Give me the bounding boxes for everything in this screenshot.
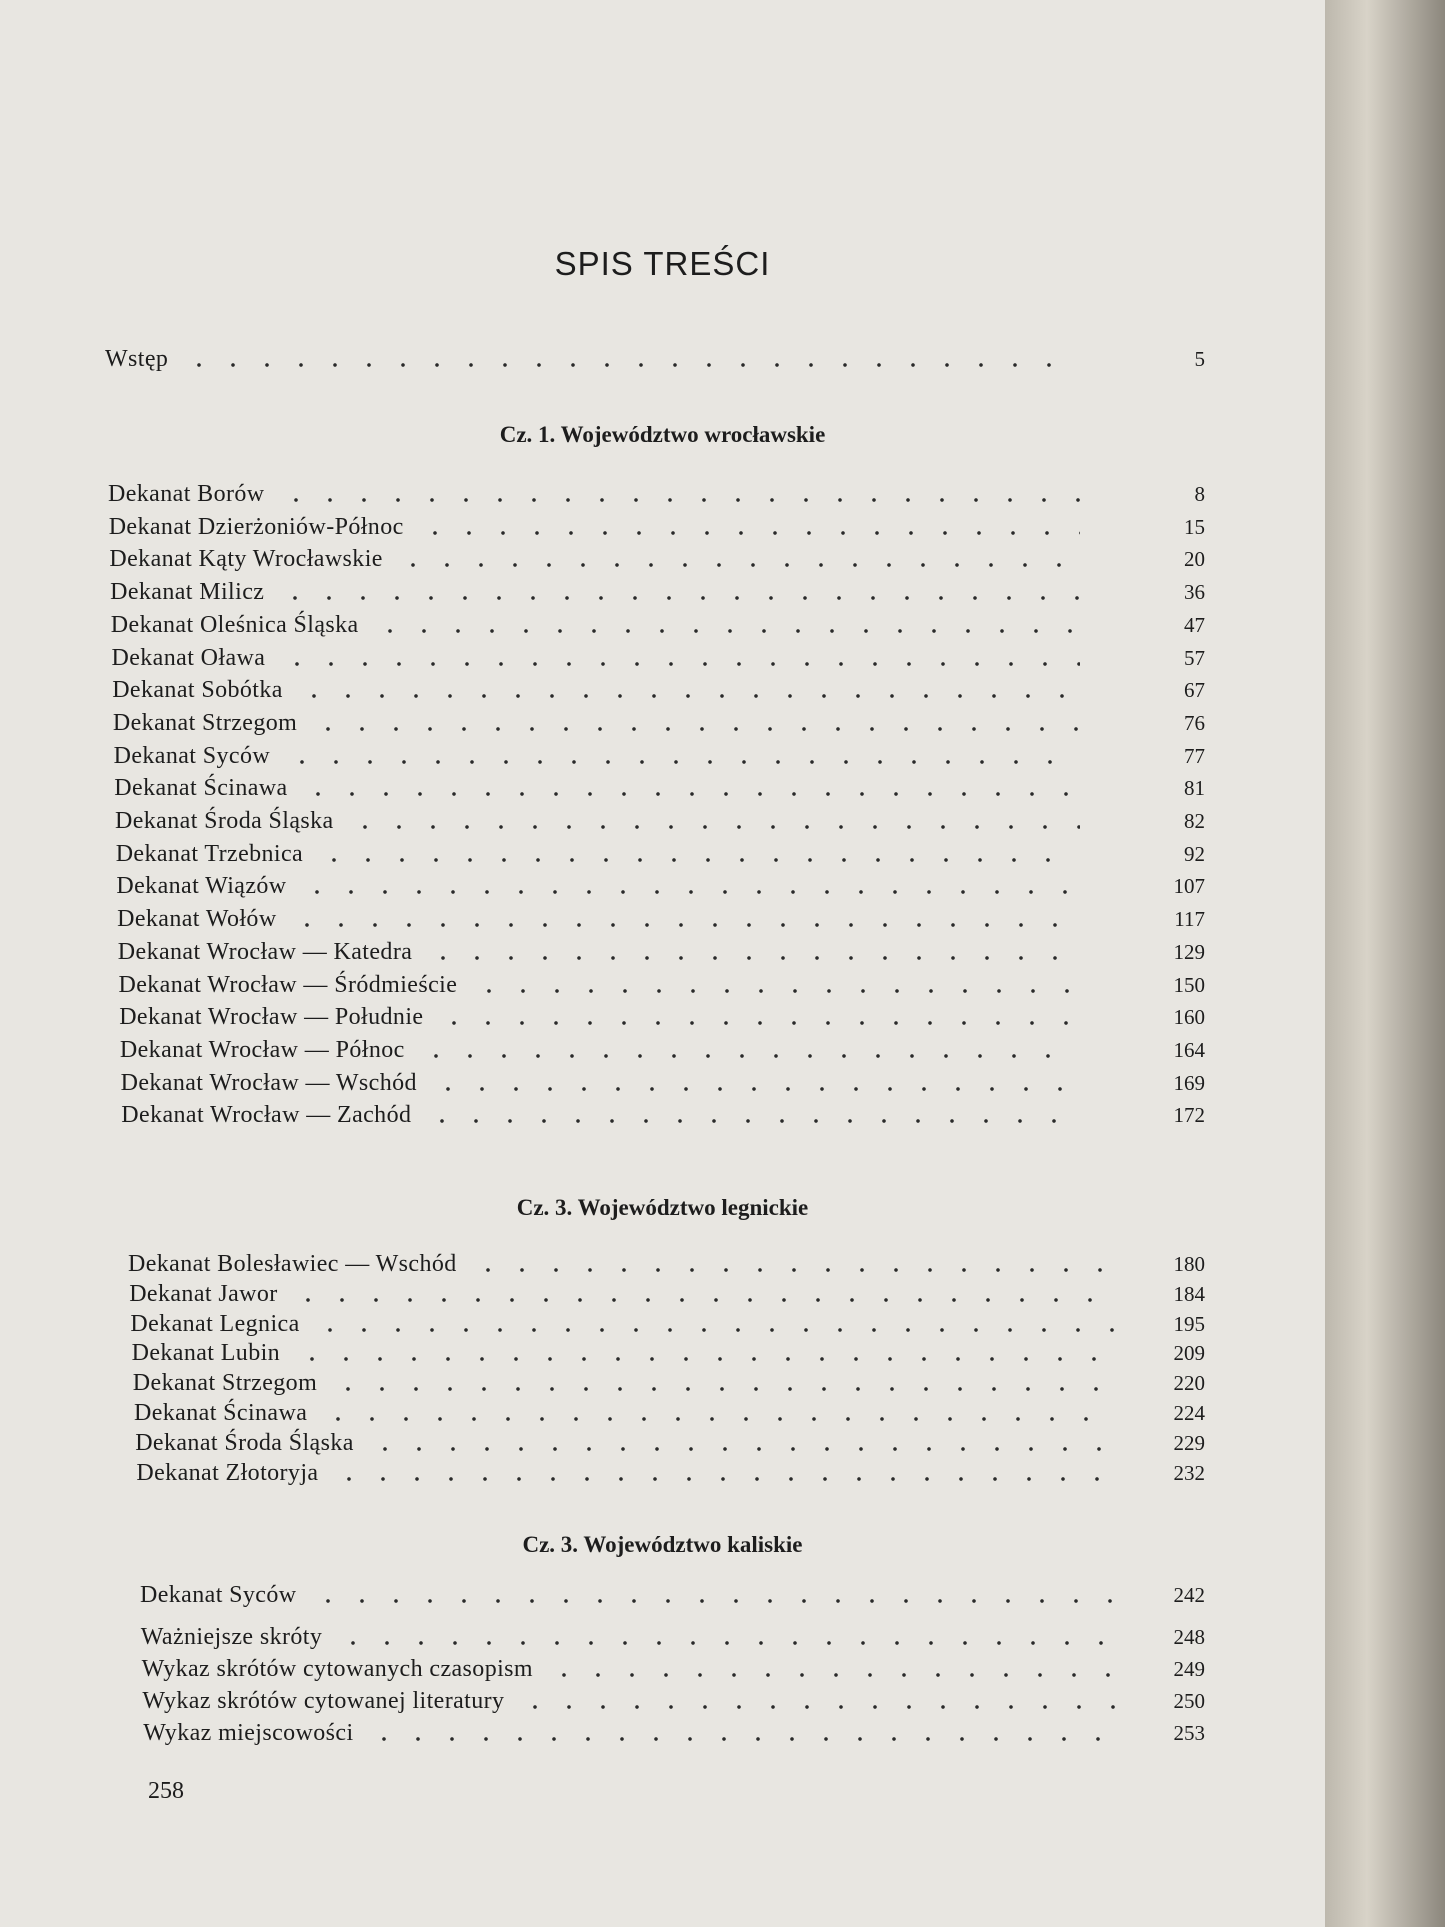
toc-entry-page: 81: [1184, 776, 1205, 801]
leader-dots: [431, 1066, 1080, 1100]
toc-entry-page: 150: [1173, 972, 1205, 997]
toc-entry-label: Dekanat Oleśnica Śląska: [110, 611, 359, 638]
toc-entry-label: Dekanat Wrocław — Śródmieście: [118, 971, 458, 998]
toc-entry: [0, 477, 1325, 511]
toc-entry: [0, 1578, 1325, 1612]
toc-entry-label: Dekanat Strzegom: [132, 1370, 318, 1397]
leader-dots: [279, 477, 1080, 511]
toc-entry-label: Dekanat Sobótka: [112, 677, 283, 704]
toc-entry-page: 172: [1173, 1103, 1205, 1128]
leader-dots: [182, 342, 1075, 376]
toc-entry: [0, 342, 1325, 376]
toc-entry-page: 195: [1173, 1311, 1205, 1336]
leader-dots: [317, 837, 1080, 871]
page-number: 258: [148, 1778, 184, 1804]
toc-entry: [0, 1684, 1325, 1718]
leader-dots: [285, 739, 1080, 773]
toc-entry-page: 5: [1194, 347, 1205, 371]
toc-entry-label: Dekanat Dzierżoniów-Północ: [108, 513, 404, 540]
toc-entry-page: 67: [1184, 678, 1205, 703]
toc-entry-page: 229: [1173, 1430, 1205, 1455]
toc-entry-label: Dekanat Wrocław — Północ: [119, 1036, 405, 1063]
book-spine: [1325, 0, 1445, 1927]
leader-dots: [547, 1652, 1120, 1686]
toc-entry-page: 169: [1173, 1070, 1205, 1095]
toc-entry-label: Dekanat Ścinawa: [114, 775, 288, 802]
toc-entry-page: 220: [1173, 1371, 1205, 1396]
toc-entry-label: Dekanat Środa Śląska: [115, 808, 334, 834]
toc-entry-label: Wykaz miejscowości: [143, 1720, 354, 1746]
toc-entry-label: Wykaz skrótów cytowanych czasopism: [141, 1656, 533, 1682]
toc-entry: [0, 1033, 1325, 1067]
toc-entry: [0, 739, 1325, 773]
toc-entry-page: 253: [1173, 1721, 1205, 1745]
toc-entry: [0, 902, 1325, 936]
toc-entry: [0, 935, 1325, 969]
toc-entry: [0, 804, 1325, 838]
toc-entry-label: Dekanat Wiązów: [116, 873, 287, 900]
toc-entry-label: Dekanat Legnica: [130, 1310, 300, 1337]
toc-entry-label: Dekanat Wrocław — Katedra: [117, 938, 413, 965]
toc-entry-label: Ważniejsze skróty: [140, 1624, 323, 1650]
leader-dots: [472, 968, 1080, 1002]
toc-entry-page: 20: [1184, 547, 1205, 572]
toc-entry-label: Dekanat Milicz: [110, 579, 265, 606]
toc-entry: [0, 1716, 1325, 1750]
leader-dots: [332, 1456, 1115, 1490]
leader-dots: [278, 575, 1080, 609]
toc-entry-label: Dekanat Środa Śląska: [135, 1429, 354, 1456]
toc-entry-page: 184: [1173, 1281, 1205, 1306]
toc-entry: [0, 641, 1325, 675]
toc-entry: [0, 1456, 1325, 1490]
leader-dots: [297, 673, 1080, 707]
toc-entry: [0, 1652, 1325, 1686]
leader-dots: [419, 1033, 1080, 1067]
toc-entry-page: 250: [1173, 1689, 1205, 1713]
toc-entry-label: Dekanat Kąty Wrocławskie: [109, 546, 383, 573]
toc-entry-page: 249: [1173, 1657, 1205, 1681]
toc-entry-page: 129: [1173, 939, 1205, 964]
toc-entry-page: 57: [1184, 645, 1205, 670]
toc-entry-page: 160: [1173, 1005, 1205, 1030]
toc-entry-label: Dekanat Syców: [140, 1582, 297, 1608]
toc-entry-page: 77: [1184, 743, 1205, 768]
toc-entry-page: 224: [1173, 1401, 1205, 1425]
leader-dots: [426, 935, 1080, 969]
toc-entry-page: 164: [1173, 1037, 1205, 1062]
leader-dots: [300, 869, 1080, 903]
leader-dots: [336, 1620, 1120, 1654]
toc-entry: [0, 673, 1325, 707]
toc-entry: [0, 706, 1325, 740]
toc-entry: [0, 1066, 1325, 1100]
toc-entry-page: 8: [1194, 482, 1205, 506]
leader-dots: [311, 1578, 1120, 1612]
section-heading: Cz. 3. Województwo kaliskie: [522, 1532, 803, 1557]
toc-entry-label: Dekanat Wrocław — Południe: [119, 1004, 424, 1031]
toc-entry: [0, 869, 1325, 903]
leader-dots: [518, 1684, 1120, 1718]
toc-entry-label: Dekanat Ścinawa: [134, 1400, 308, 1426]
toc-entry: [0, 1620, 1325, 1654]
toc-entry-label: Dekanat Syców: [113, 742, 271, 769]
section-heading: Cz. 1. Województwo wrocławskie: [499, 422, 826, 447]
toc-entry-page: 209: [1173, 1341, 1205, 1366]
toc-entry-page: 242: [1173, 1583, 1205, 1607]
toc-entry: [0, 1000, 1325, 1034]
toc-entry-page: 117: [1174, 907, 1205, 932]
toc-entry-label: Dekanat Złotoryja: [136, 1459, 319, 1486]
toc-entry-label: Dekanat Trzebnica: [115, 840, 304, 867]
leader-dots: [348, 804, 1080, 838]
leader-dots: [311, 706, 1080, 740]
toc-entry-page: 107: [1173, 874, 1205, 899]
toc-entry-page: 15: [1184, 514, 1205, 539]
page-title: SPIS TREŚCI: [554, 245, 771, 282]
toc-entry-label: Wykaz skrótów cytowanej literatury: [142, 1688, 505, 1714]
leader-dots: [301, 771, 1080, 805]
toc-entry: [0, 771, 1325, 805]
toc-entry-page: 76: [1184, 710, 1205, 735]
toc-entry-label: Dekanat Lubin: [131, 1340, 281, 1367]
toc-entry: [0, 510, 1325, 544]
toc-entry-label: Dekanat Oława: [111, 644, 266, 671]
toc-entry-page: 92: [1184, 841, 1205, 866]
leader-dots: [396, 542, 1080, 576]
toc-entry: [0, 542, 1325, 576]
toc-entry-label: Dekanat Borów: [108, 481, 265, 507]
leader-dots: [367, 1716, 1120, 1750]
toc-entry: [0, 837, 1325, 871]
toc-entry-label: Dekanat Bolesławiec — Wschód: [128, 1251, 457, 1277]
toc-entry: [0, 608, 1325, 642]
toc-entry-label: Dekanat Wołów: [117, 906, 277, 933]
leader-dots: [280, 641, 1080, 675]
leader-dots: [290, 902, 1080, 936]
toc-entry-page: 180: [1173, 1252, 1205, 1276]
toc-entry-label: Dekanat Wrocław — Wschód: [120, 1069, 417, 1096]
section-heading: Cz. 3. Województwo legnickie: [516, 1195, 809, 1220]
toc-entry-page: 36: [1184, 580, 1205, 605]
toc-entry-label: Dekanat Strzegom: [112, 709, 298, 736]
leader-dots: [373, 608, 1080, 642]
leader-dots: [425, 1098, 1080, 1132]
toc-entry-label: Dekanat Jawor: [129, 1280, 278, 1307]
toc-entry-page: 82: [1184, 809, 1205, 833]
toc-entry: [0, 968, 1325, 1002]
toc-entry: [0, 575, 1325, 609]
toc-entry-page: 232: [1173, 1460, 1205, 1485]
toc-entry: [0, 1098, 1325, 1132]
toc-entry-label: Dekanat Wrocław — Zachód: [121, 1102, 412, 1129]
leader-dots: [418, 510, 1080, 544]
toc-entry-page: 47: [1184, 612, 1205, 637]
leader-dots: [437, 1000, 1080, 1034]
toc-entry-label: Wstęp: [105, 346, 169, 372]
toc-entry-page: 248: [1173, 1625, 1205, 1649]
